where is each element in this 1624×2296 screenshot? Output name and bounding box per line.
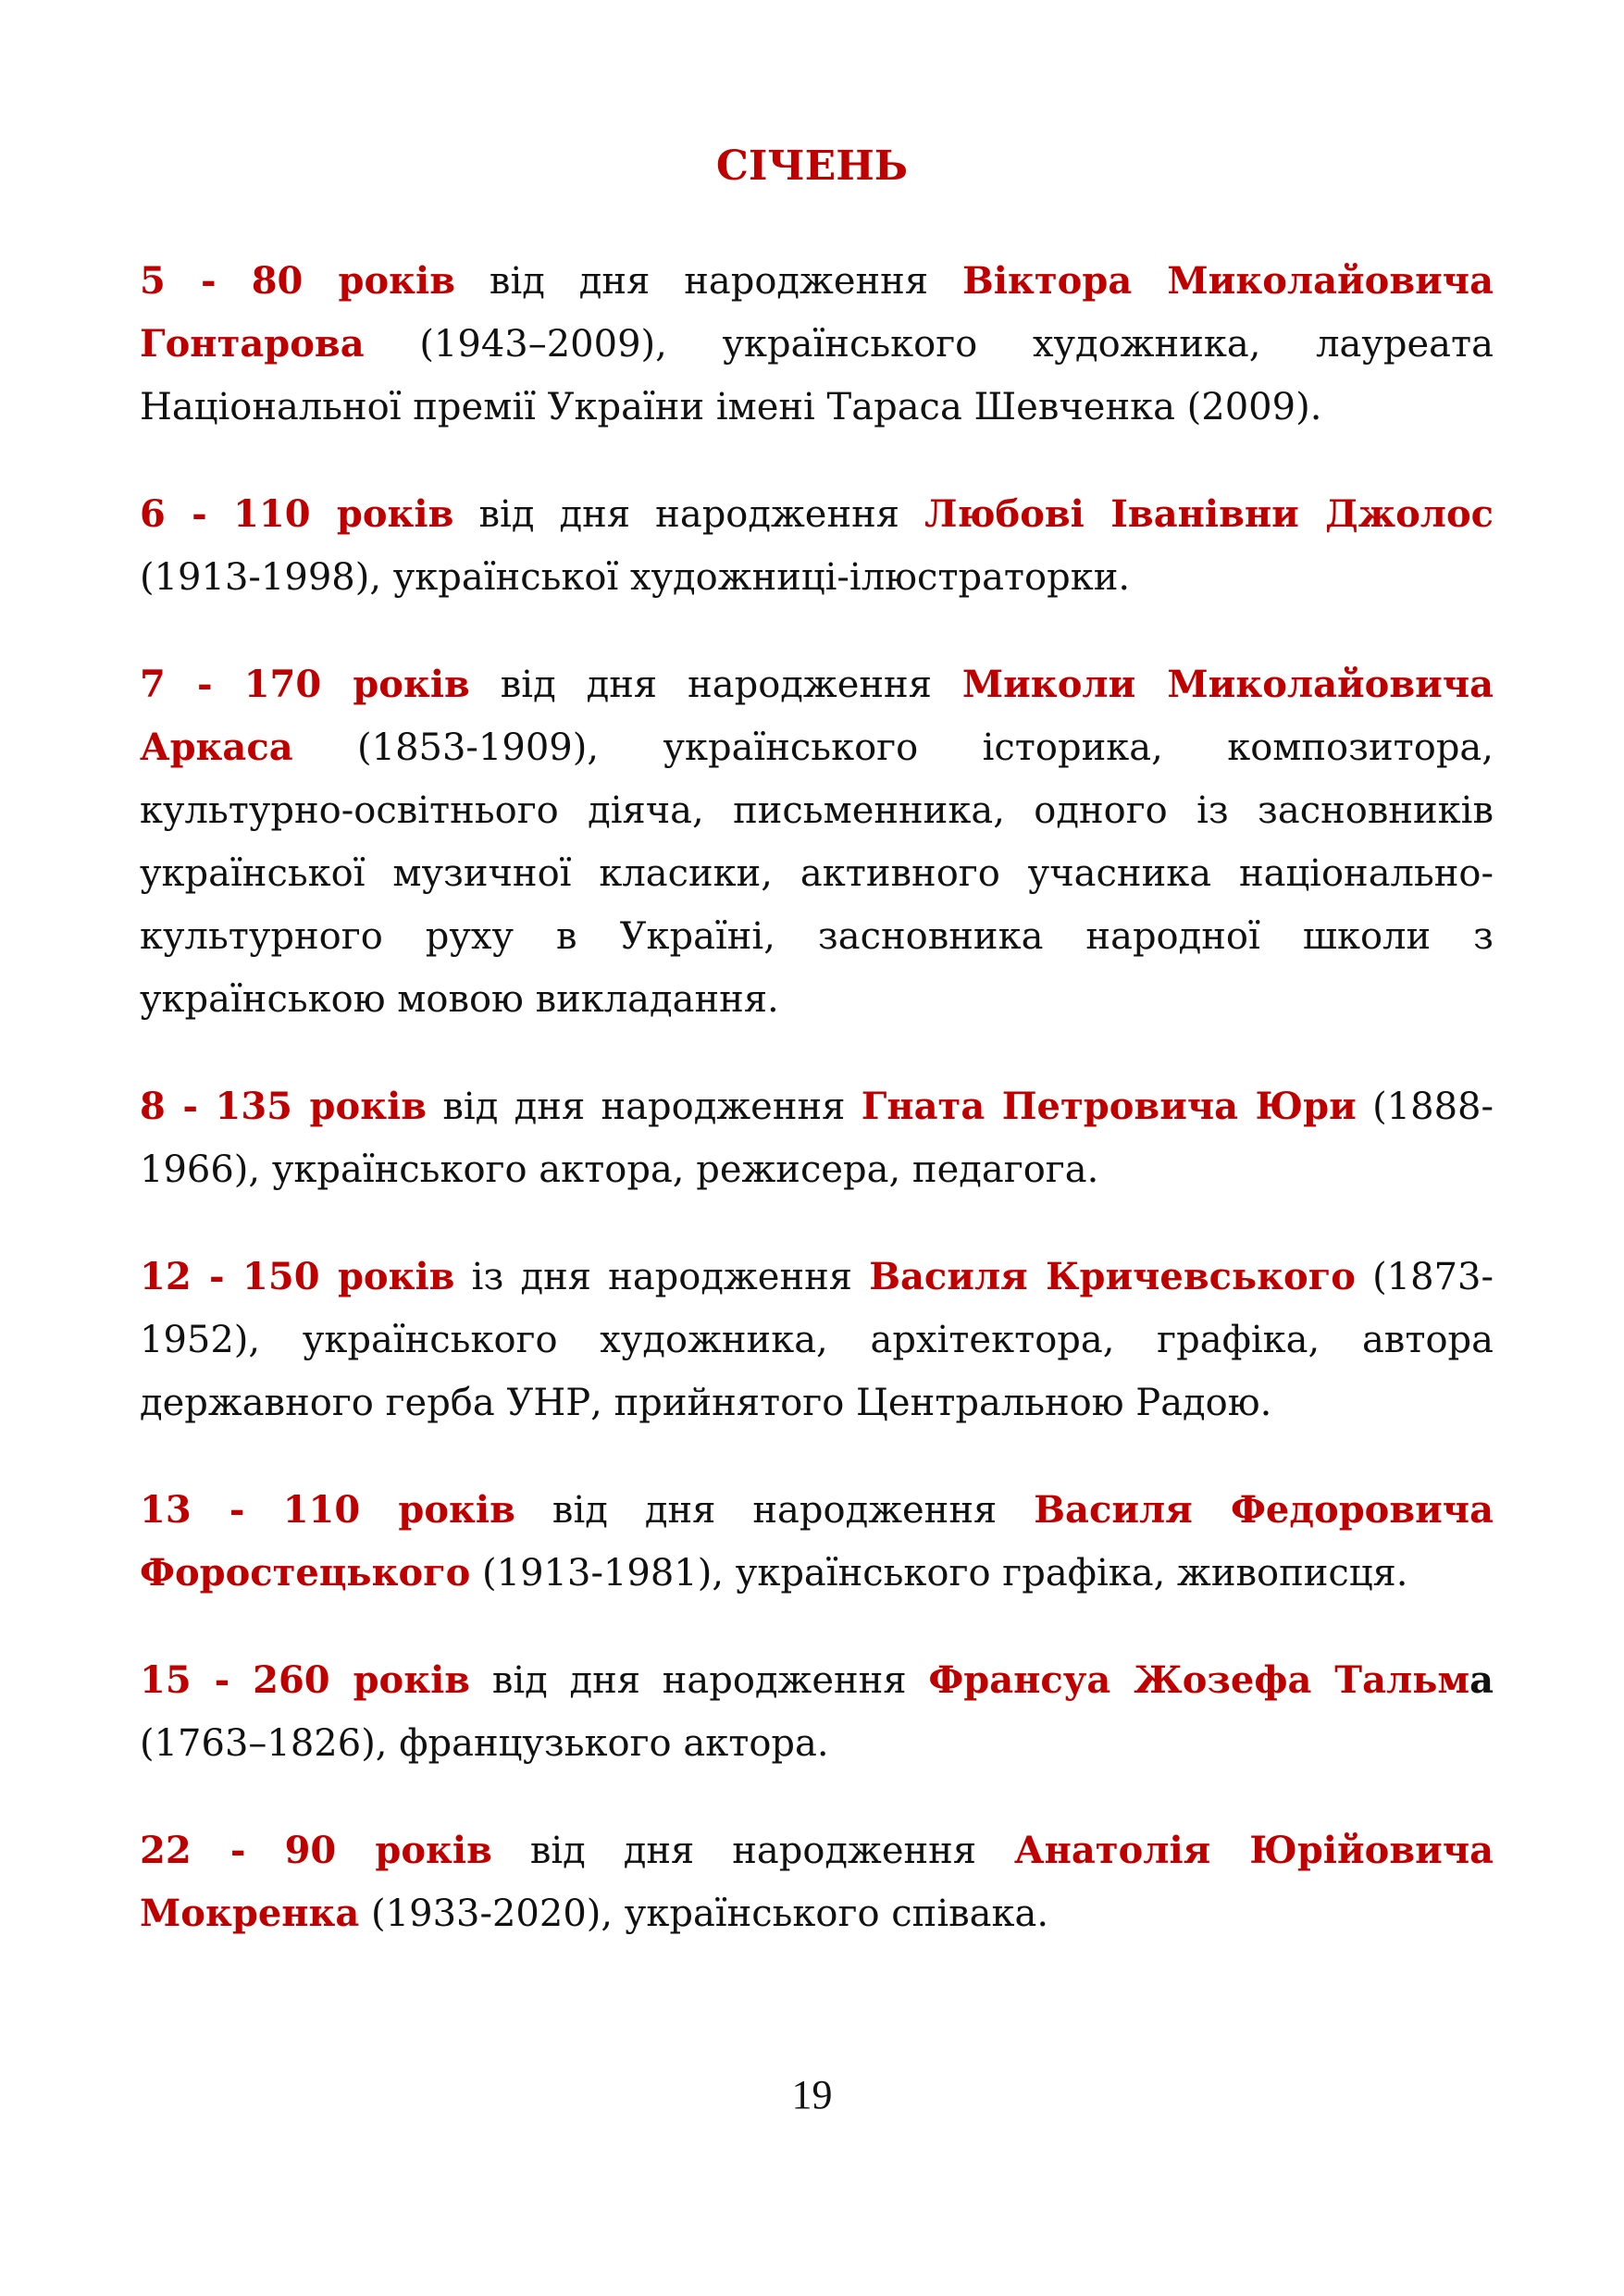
entry-date: 6 - 110 років: [140, 492, 454, 536]
entry-date: 8 - 135 років: [140, 1085, 428, 1128]
entry-description: (1853-1909), українського історика, композитора, культурно-освітнього діяча, письменника, одного із засновників української музичної класики, активного учасника національно-культурного руху в Україні, засновника народної школи з українською мовою викладання.: [140, 726, 1494, 1021]
entry-connector: від дня народження: [455, 260, 962, 303]
entry-date: 15 - 260 років: [140, 1658, 471, 1702]
anniversary-entry: [140, 1075, 1494, 1201]
entry-date: 5 - 80 років: [140, 259, 456, 303]
entry-description: (1913-1981), українського графіка, живописця.: [470, 1552, 1408, 1595]
entry-connector: від дня народження: [427, 1086, 862, 1128]
entry-connector: із дня народження: [454, 1256, 870, 1298]
entry-description: (1763–1826), французького актора.: [140, 1722, 829, 1765]
entry-date: 12 - 150 років: [140, 1255, 455, 1298]
entry-person-name: Гната Петровича Юри: [861, 1085, 1357, 1128]
anniversary-entry: [140, 653, 1494, 1031]
anniversary-entry: [140, 250, 1494, 439]
entry-person-name: Василя Кричевського: [869, 1255, 1356, 1298]
anniversary-entry: [140, 1479, 1494, 1605]
entry-description: (1933-2020), українського співака.: [359, 1893, 1049, 1935]
entry-date: 7 - 170 років: [140, 663, 470, 706]
entry-connector: від дня народження: [514, 1489, 1035, 1532]
entry-connector: від дня народження: [453, 493, 925, 536]
entry-description: (1873-1952), українського художника, архітектора, графіка, автора державного герба УНР, прийнятого Центральною Радою.: [140, 1256, 1494, 1424]
anniversary-list: [140, 250, 1494, 1990]
entry-connector: від дня народження: [491, 1830, 1015, 1872]
entry-connector: від дня народження: [469, 664, 962, 706]
anniversary-entry: [140, 1819, 1494, 1945]
anniversary-entry: [140, 483, 1494, 609]
entry-date: 22 - 90 років: [140, 1829, 492, 1872]
anniversary-entry: [140, 1649, 1494, 1775]
entry-description: (1888-1966), українського актора, режисера, педагога.: [140, 1086, 1494, 1191]
entry-person-name-tail: а: [1469, 1658, 1494, 1702]
entry-person-name: Франсуа Жозефа Тальм: [928, 1658, 1470, 1702]
entry-description: (1943–2009), українського художника, лауреата Національної премії України імені Тараса Шевченка (2009).: [140, 323, 1494, 428]
entry-person-name: Василя Федоровича Форостецького: [140, 1488, 1494, 1595]
entry-person-name: Миколи Миколайовича Аркаса: [140, 663, 1494, 769]
entry-date: 13 - 110 років: [140, 1488, 515, 1532]
month-heading: СІЧЕНЬ: [715, 143, 909, 190]
entry-person-name: Любові Іванівни Джолос: [924, 492, 1494, 536]
entry-person-name: Анатолія Юрійовича Мокренка: [140, 1829, 1494, 1935]
anniversary-entry: [140, 1246, 1494, 1434]
entry-connector: від дня народження: [470, 1659, 929, 1702]
page-number: 19: [791, 2072, 833, 2117]
entry-person-name: Віктора Миколайовича Гонтарова: [140, 259, 1494, 366]
entry-description: (1913-1998), української художниці-ілюстраторки.: [140, 556, 1131, 599]
